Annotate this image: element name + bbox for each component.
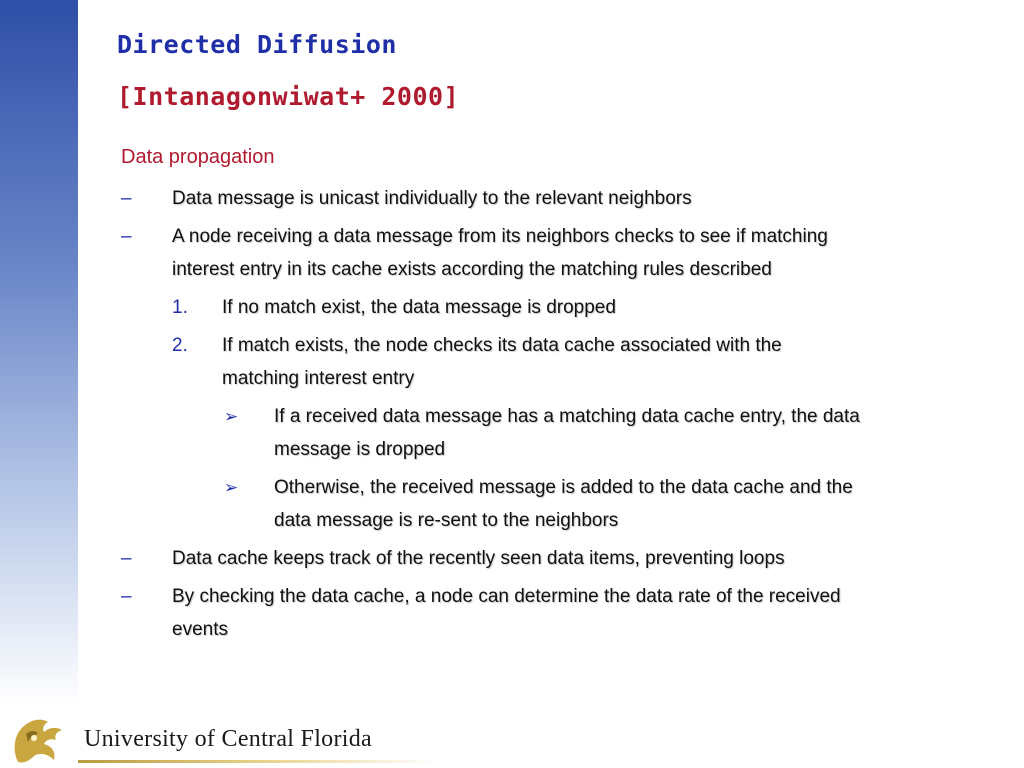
number-marker: 2. bbox=[172, 335, 188, 356]
left-gradient-bar bbox=[0, 0, 78, 768]
slide-subtitle: [Intanagonwiwat+ 2000] bbox=[117, 82, 460, 111]
bullet-dash: – bbox=[121, 548, 132, 569]
bullet-item bbox=[172, 220, 828, 286]
bullet-line: If match exists, the node checks its data cache associated with the bbox=[222, 335, 782, 356]
arrow-bullet-icon: ➢ bbox=[224, 478, 239, 497]
sub-bullet-item bbox=[274, 471, 853, 537]
bullet-line: If no match exist, the data message is dropped bbox=[222, 297, 616, 318]
sub-bullet-item bbox=[274, 400, 860, 466]
slide-title: Directed Diffusion bbox=[117, 30, 397, 59]
bullet-line: Otherwise, the received message is added to the data cache and the bbox=[274, 477, 853, 498]
arrow-bullet-icon: ➢ bbox=[224, 407, 239, 426]
numbered-item bbox=[222, 291, 616, 324]
bullet-line: Data message is unicast individually to the relevant neighbors bbox=[172, 188, 692, 209]
bullet-item bbox=[172, 542, 785, 575]
number-marker: 1. bbox=[172, 297, 188, 318]
bullet-dash: – bbox=[121, 226, 132, 247]
bullet-line: interest entry in its cache exists according the matching rules described bbox=[172, 259, 772, 280]
bullet-item bbox=[172, 580, 841, 646]
university-name: University of Central Florida bbox=[84, 726, 372, 752]
section-heading: Data propagation bbox=[121, 146, 275, 168]
bullet-line: events bbox=[172, 619, 228, 640]
bullet-line: message is dropped bbox=[274, 439, 446, 460]
bullet-line: data message is re-sent to the neighbors bbox=[274, 510, 619, 531]
bullet-dash: – bbox=[121, 188, 132, 209]
bullet-line: If a received data message has a matching data cache entry, the data bbox=[274, 406, 860, 427]
bullet-line: By checking the data cache, a node can determine the data rate of the received bbox=[172, 586, 841, 607]
bullet-line: A node receiving a data message from its neighbors checks to see if matching bbox=[172, 226, 828, 247]
numbered-item bbox=[222, 329, 782, 395]
bullet-dash: – bbox=[121, 586, 132, 607]
bullet-item bbox=[172, 182, 692, 215]
bullet-line: matching interest entry bbox=[222, 368, 415, 389]
bullet-line: Data cache keeps track of the recently seen data items, preventing loops bbox=[172, 548, 785, 569]
footer-gold-line bbox=[78, 760, 438, 763]
pegasus-logo-icon bbox=[8, 704, 70, 768]
footer bbox=[0, 700, 460, 768]
